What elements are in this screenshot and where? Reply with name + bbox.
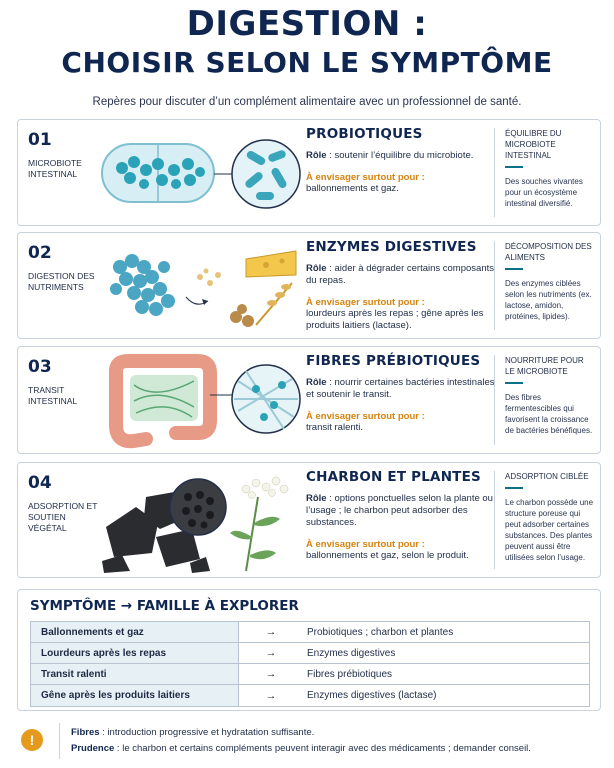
- side-text: Des souches vivantes pour un écosystème intestinal diversifié.: [505, 177, 583, 208]
- table-row: [31, 685, 589, 706]
- card-number: 03: [28, 357, 52, 377]
- family-cell: Enzymes digestives: [307, 647, 396, 659]
- arrow-icon: →: [265, 626, 277, 638]
- side-divider: [505, 268, 523, 270]
- card-probiotics: [17, 119, 601, 226]
- arrow-icon: →: [265, 647, 277, 659]
- footer-notes: [17, 719, 601, 761]
- card-number: 04: [28, 473, 52, 493]
- warning-icon: !: [21, 729, 43, 751]
- side-title: ÉQUILIBRE DU MICROBIOTE INTESTINAL: [505, 129, 562, 160]
- side-divider: [505, 382, 523, 384]
- card-side-panel: [494, 355, 594, 445]
- page-title-line2: CHOISIR SELON LE SYMPTÔME: [61, 46, 553, 79]
- intestine-fibres-illustration: [96, 351, 306, 451]
- card-consider-label: À envisager surtout pour :: [306, 297, 425, 308]
- card-enzymes: [17, 232, 601, 339]
- table-row: [31, 622, 589, 643]
- card-content: [306, 353, 496, 434]
- card-content: [306, 126, 496, 195]
- symptom-cell: Ballonnements et gaz: [31, 622, 239, 642]
- card-content: [306, 469, 496, 562]
- card-tag: MICROBIOTE INTESTINAL: [28, 158, 82, 179]
- side-divider: [505, 487, 523, 489]
- arrow-icon: →: [265, 668, 277, 680]
- side-text: Le charbon possède une structure poreuse qui peut adsorber certaines substances. Des plantes peuvent aussi être utilisées selon l’usage.: [505, 498, 594, 562]
- arrow-icon: →: [265, 689, 277, 702]
- card-fibres: [17, 346, 601, 454]
- card-consider-text: transit ralenti.: [306, 422, 364, 433]
- footer-divider: [59, 723, 60, 759]
- page-title-line1: DIGESTION :: [186, 4, 428, 44]
- card-consider-text: ballonnements et gaz, selon le produit.: [306, 550, 469, 561]
- card-tag: DIGESTION DES NUTRIMENTS: [28, 271, 95, 292]
- enzymes-food-illustration: [96, 237, 306, 335]
- symptom-cell: Gêne après les produits laitiers: [31, 685, 239, 706]
- card-side-panel: [494, 241, 594, 330]
- card-consider-label: À envisager surtout pour :: [306, 539, 425, 550]
- card-consider-label: À envisager surtout pour :: [306, 172, 425, 183]
- card-role: Rôle : nourrir certaines bactéries intestinales et soutenir le transit.: [306, 377, 495, 400]
- card-role: Rôle : options ponctuelles selon la plante ou l’usage ; le charbon peut adsorber des substances.: [306, 493, 493, 528]
- table-row: [31, 643, 589, 664]
- card-tag: ADSORPTION ET SOUTIEN VÉGÉTAL: [28, 501, 98, 533]
- footer-fibres-note: Fibres : introduction progressive et hydratation suffisante.: [71, 727, 315, 738]
- card-content: [306, 239, 496, 332]
- card-role: Rôle : soutenir l’équilibre du microbiote.: [306, 150, 474, 161]
- card-title: PROBIOTIQUES: [306, 126, 423, 142]
- card-tag: TRANSIT INTESTINAL: [28, 385, 78, 406]
- card-title: ENZYMES DIGESTIVES: [306, 239, 477, 255]
- side-title: DÉCOMPOSITION DES ALIMENTS: [505, 242, 592, 262]
- family-cell: Enzymes digestives (lactase): [307, 690, 437, 701]
- side-text: Des enzymes ciblées selon les nutriments (ex. lactose, amidon, protéines, lipides).: [505, 279, 592, 321]
- symptom-table-section: [17, 589, 601, 711]
- symptom-table: [30, 621, 590, 707]
- card-side-panel: [494, 128, 594, 217]
- table-row: [31, 664, 589, 685]
- card-title: FIBRES PRÉBIOTIQUES: [306, 353, 481, 369]
- card-consider-text: ballonnements et gaz.: [306, 183, 399, 194]
- symptom-table-heading: SYMPTÔME → FAMILLE À EXPLORER: [30, 598, 299, 614]
- side-title: ADSORPTION CIBLÉE: [505, 472, 589, 481]
- card-title: CHARBON ET PLANTES: [306, 469, 481, 485]
- charcoal-plant-illustration: [96, 467, 306, 575]
- family-cell: Fibres prébiotiques: [307, 668, 393, 680]
- card-consider-label: À envisager surtout pour :: [306, 411, 425, 422]
- page-subtitle: Repères pour discuter d’un complément alimentaire avec un professionnel de santé.: [92, 96, 522, 108]
- family-cell: Probiotiques ; charbon et plantes: [307, 626, 454, 638]
- card-consider-text: lourdeurs après les repas ; gêne après les produits laitiers (lactase).: [306, 308, 484, 331]
- card-charcoal-plants: [17, 462, 601, 578]
- card-role: Rôle : aider à dégrader certains composants du repas.: [306, 263, 494, 286]
- symptom-cell: Lourdeurs après les repas: [31, 643, 239, 663]
- side-text: Des fibres fermentescibles qui favorisent la croissance de bactéries bénéfiques.: [505, 393, 593, 435]
- probiotic-capsule-illustration: [96, 124, 306, 222]
- side-title: NOURRITURE POUR LE MICROBIOTE: [505, 356, 584, 376]
- symptom-cell: Transit ralenti: [31, 664, 239, 684]
- card-number: 02: [28, 243, 52, 263]
- card-side-panel: [494, 471, 594, 569]
- footer-prudence-note: Prudence : le charbon et certains compléments peuvent interagir avec des médicaments ; demander conseil.: [71, 743, 531, 754]
- side-divider: [505, 166, 523, 168]
- card-number: 01: [28, 130, 52, 150]
